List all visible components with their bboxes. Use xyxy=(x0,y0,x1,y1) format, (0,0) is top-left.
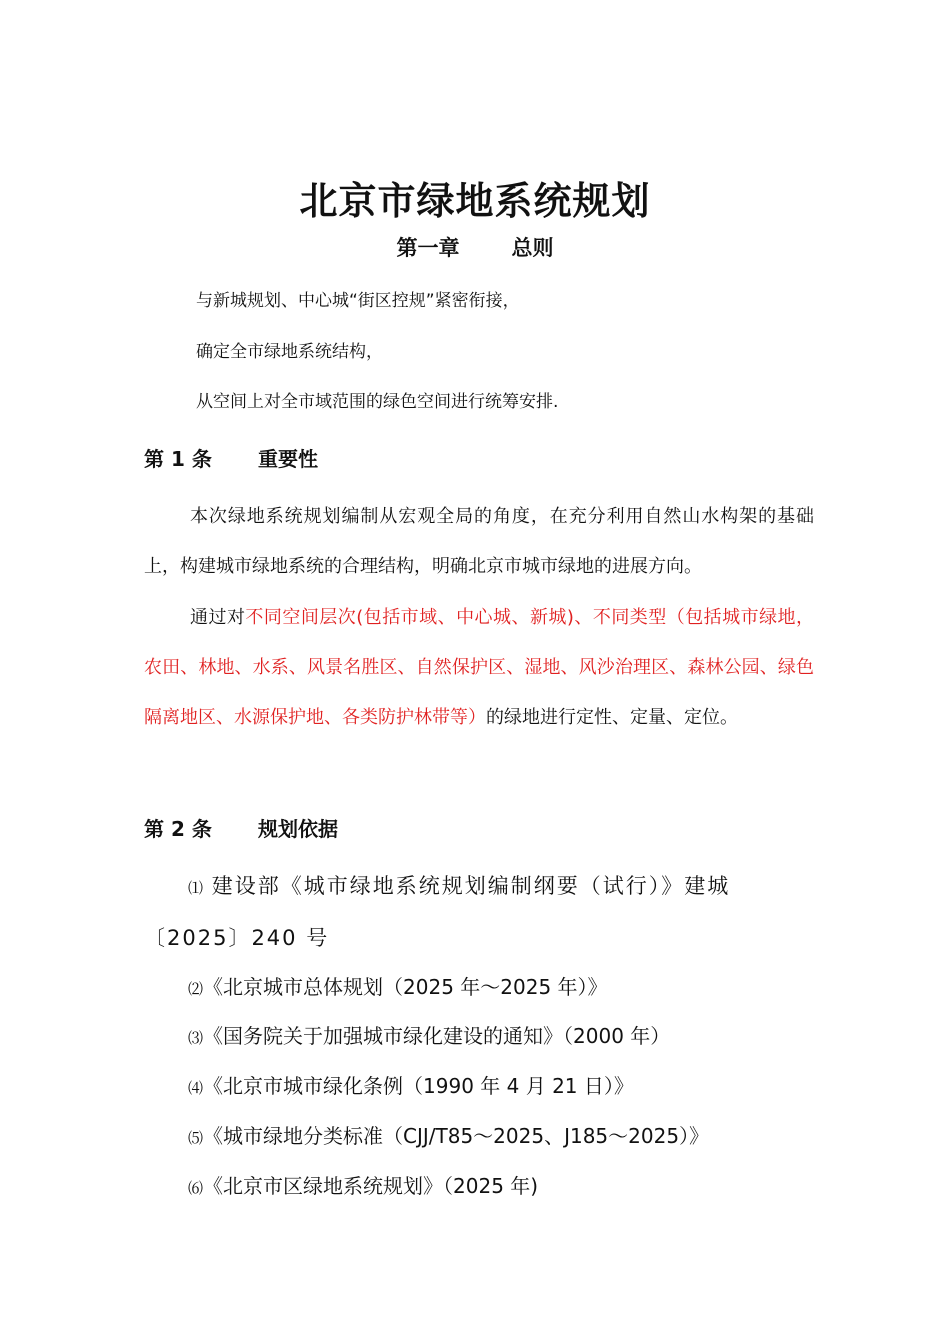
reference-text: 《国务院关于加强城市绿化建设的通知》（2000 年） xyxy=(203,1024,671,1048)
reference-marker: ⑴ xyxy=(188,879,204,897)
document-title: 北京市绿地系统规划 xyxy=(299,179,651,223)
intro-line: 确定全市绿地系统结构， xyxy=(196,342,383,362)
chapter-heading xyxy=(0,232,950,262)
reference-marker: ⑷ xyxy=(188,1079,204,1097)
reference-marker: ⑶ xyxy=(188,1029,204,1047)
chapter-number: 第一章 xyxy=(396,236,460,260)
reference-item xyxy=(188,1070,634,1099)
reference-item xyxy=(188,971,608,1000)
article-number: 第 1 条 xyxy=(144,447,212,471)
intro-line: 与新城规划、中心城“街区控规”紧密衔接， xyxy=(196,291,520,311)
reference-item xyxy=(188,1120,709,1149)
reference-text: 《北京城市总体规划（2025 年～2025 年）》 xyxy=(203,975,608,999)
reference-item xyxy=(188,1020,670,1049)
highlighted-text: 不同空间层次(包括市域、中心城、新城)、不同类型（包括城市绿地，农田、林地、水系、风景名胜区、自然保护区、湿地、风沙治理区、森林公园、绿色隔离地区、水源保护地、各类防护林带等） xyxy=(144,607,815,728)
article-1-paragraph-2 xyxy=(144,593,814,743)
article-1-paragraph-1: 本次绿地系统规划编制从宏观全局的角度，在充分利用自然山水构架的基础上，构建城市绿地系统的合理结构，明确北京市城市绿地的进展方向。 xyxy=(144,506,814,577)
article-1-heading xyxy=(144,443,318,472)
reference-text: 《城市绿地分类标准（CJJ/T85～2025、J185～2025）》 xyxy=(203,1124,710,1148)
article-title: 规划依据 xyxy=(258,817,338,841)
reference-marker: ⑸ xyxy=(188,1129,204,1147)
reference-item xyxy=(144,861,806,963)
article-title: 重要性 xyxy=(258,447,318,471)
reference-text: 《北京市城市绿化条例（1990 年 4 月 21 日）》 xyxy=(203,1074,634,1098)
paragraph-tail: 的绿地进行定性、定量、定位。 xyxy=(486,707,738,728)
reference-text: 建设部《城市绿地系统规划编制纲要（试行）》建城〔2025〕240 号 xyxy=(144,874,731,950)
reference-text: 《北京市区绿地系统规划》（2025 年) xyxy=(203,1174,539,1198)
paragraph-lead: 通过对 xyxy=(190,607,246,628)
reference-marker: ⑹ xyxy=(188,1179,204,1197)
article-2-heading xyxy=(144,813,338,842)
article-number: 第 2 条 xyxy=(144,817,212,841)
reference-marker: ⑵ xyxy=(188,980,204,998)
intro-line: 从空间上对全市域范围的绿色空间进行统筹安排. xyxy=(196,392,559,412)
reference-item xyxy=(188,1170,538,1199)
chapter-name: 总则 xyxy=(511,236,554,260)
